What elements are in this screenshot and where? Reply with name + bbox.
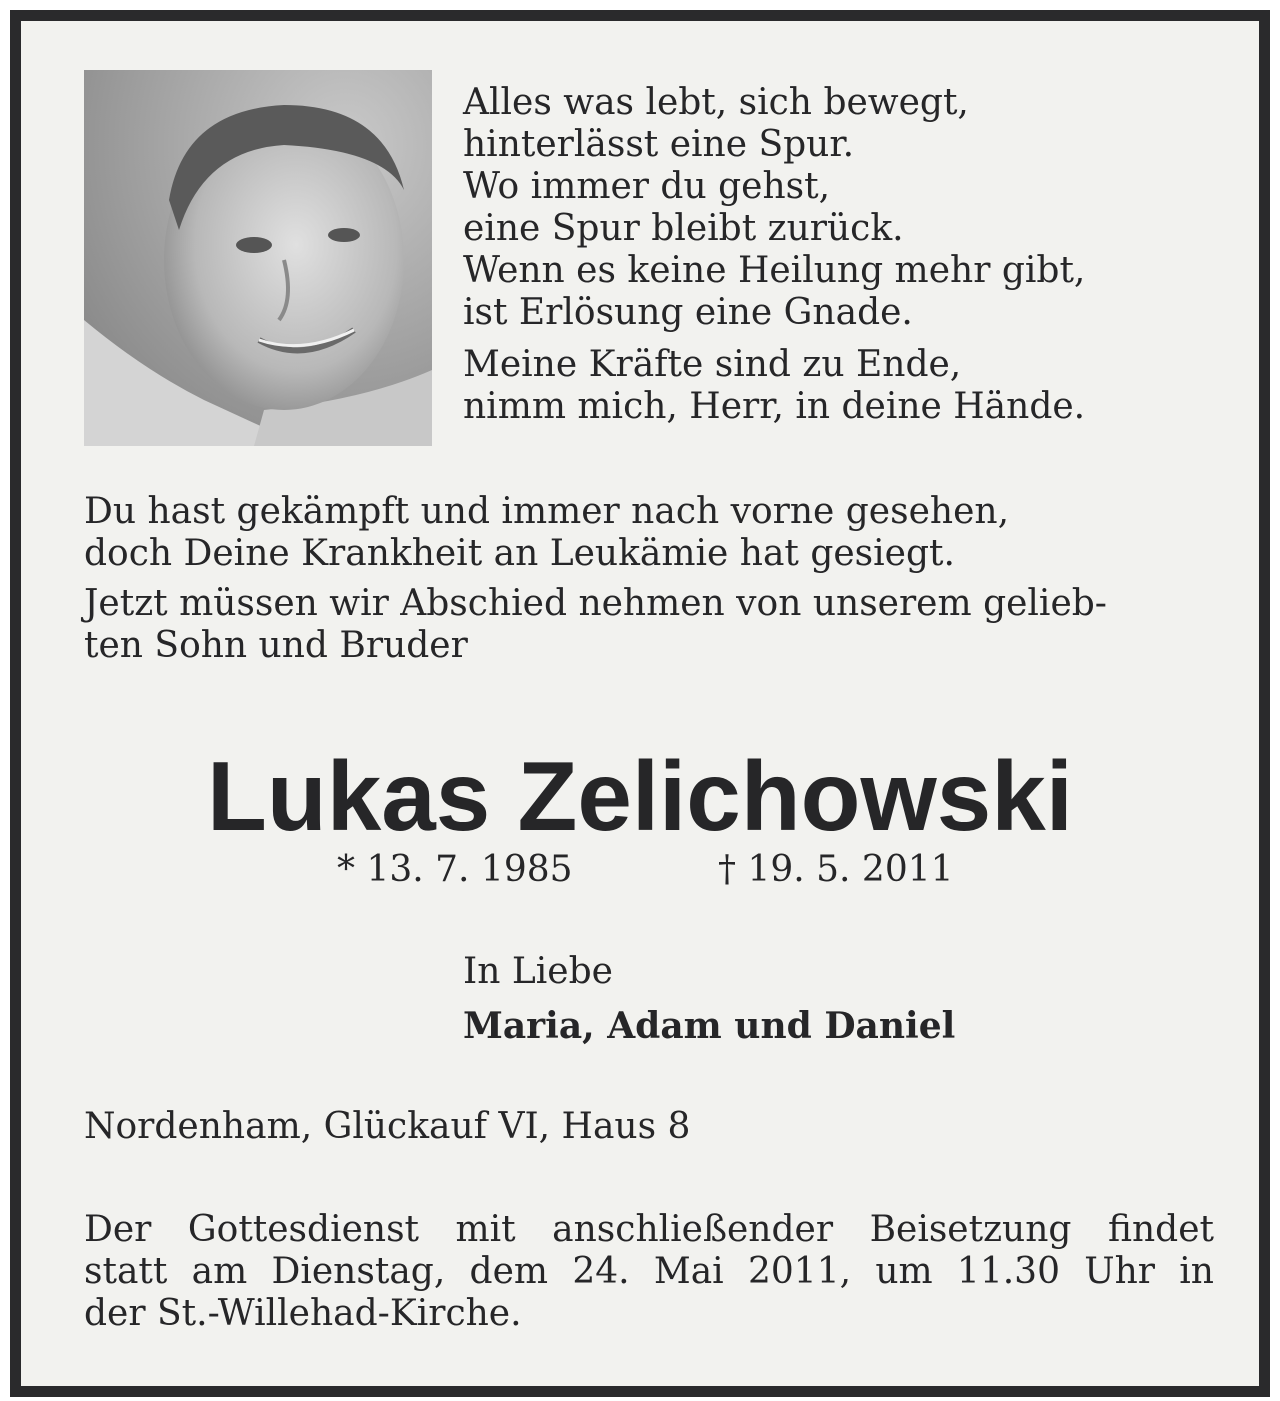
intro-paragraph-1: [84, 491, 1214, 575]
poem-line: Meine Kräfte sind zu Ende,: [463, 344, 962, 385]
service-line: statt am Dienstag, dem 24. Mai 2011, um 11.30 Uhr in: [84, 1251, 1214, 1292]
service-line: Der Gottesdienst mit anschließender Beisetzung findet: [84, 1209, 1214, 1250]
mourner-names: Maria, Adam und Daniel: [463, 1005, 956, 1047]
poem-line: nimm mich, Herr, in deine Hände.: [463, 386, 1086, 427]
in-love-greeting: In Liebe: [463, 951, 613, 992]
service-line: der St.-Willehad-Kirche.: [84, 1293, 522, 1334]
poem-stanza-2: [463, 344, 1223, 428]
poem-stanza-1: [463, 82, 1223, 334]
poem-line: hinterlässt eine Spur.: [463, 124, 855, 165]
intro-line: Du hast gekämpft und immer nach vorne gesehen,: [84, 491, 1010, 532]
poem-line: ist Erlösung eine Gnade.: [463, 292, 913, 333]
portrait-image: [84, 70, 432, 446]
poem-line: Wo immer du gehst,: [463, 166, 831, 207]
intro-line: ten Sohn und Bruder: [84, 625, 468, 666]
birth-date: * 13. 7. 1985: [337, 849, 573, 890]
intro-line: Jetzt müssen wir Abschied nehmen von unserem gelieb-: [84, 583, 1107, 624]
portrait-photo: [84, 70, 432, 446]
death-date: † 19. 5. 2011: [718, 849, 954, 890]
deceased-name: Lukas Zelichowski: [207, 741, 1073, 851]
poem-line: Alles was lebt, sich bewegt,: [463, 82, 969, 123]
intro-text: [84, 491, 1214, 667]
intro-paragraph-2: [84, 583, 1214, 667]
poem-line: eine Spur bleibt zurück.: [463, 208, 904, 249]
address: Nordenham, Glückauf VI, Haus 8: [84, 1106, 691, 1147]
service-notice: [84, 1209, 1214, 1335]
intro-line: doch Deine Krankheit an Leukämie hat gesiegt.: [84, 533, 955, 574]
obituary-notice: [10, 10, 1270, 1397]
poem-line: Wenn es keine Heilung mehr gibt,: [463, 250, 1086, 291]
poem: [463, 82, 1223, 438]
